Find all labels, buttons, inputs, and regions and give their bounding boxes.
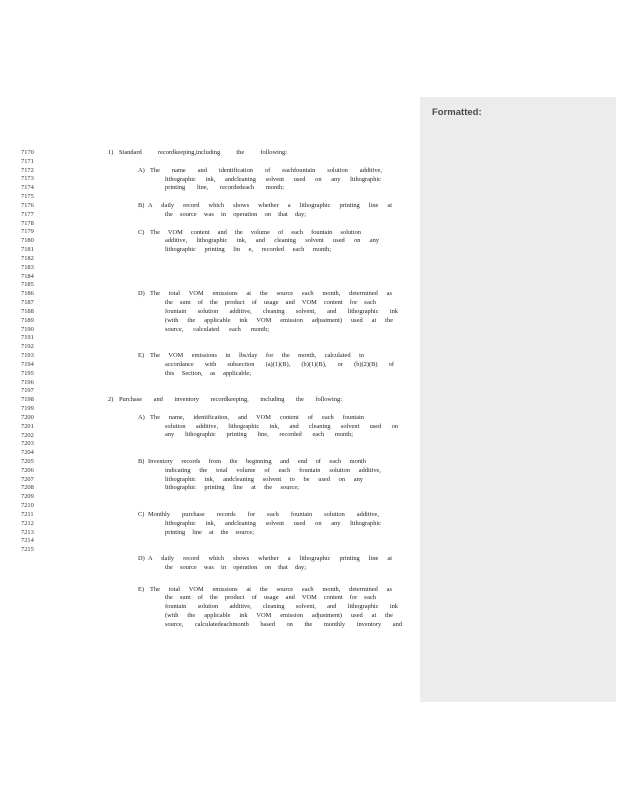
section-marker: 1) [108,149,114,156]
line-number: 7187 [21,299,34,307]
line-number: 7206 [21,466,34,474]
line-number: 7205 [21,457,34,465]
line-number: 7189 [21,316,34,324]
item-marker: D) [138,290,145,298]
line-number: 7199 [21,405,34,413]
item-line: Monthly purchase records for each fountain solution additive, [148,511,379,518]
line-number: 7190 [21,325,34,333]
item-line: the source was in operation on that day; [165,210,306,218]
comment-pane [420,97,616,702]
item-line: The name, identification, and VOM content of each fountain [150,413,364,421]
line-number: 7214 [21,537,34,545]
item-line: lithographic ink, andcleaning solvent used on any lithographic [165,175,381,183]
line-number: 7172 [21,166,34,174]
line-number: 7186 [21,290,34,298]
line-number: 7212 [21,519,34,527]
item-line: the source was in operation on that day; [165,563,306,571]
item-marker: C) [138,511,145,518]
item-line: solution additive, lithographic ink, and cleaning solvent used on [165,422,398,430]
line-number: 7207 [21,475,34,483]
item-line: any lithographic printing line, recorded each month; [165,431,353,439]
item-marker: A) [138,413,145,421]
item-marker: D) [138,555,145,563]
comment-label: Formatted: [432,107,482,118]
item-marker: E) [138,585,145,593]
item-line: lithographic ink, andcleaning solvent used on any lithographic [165,519,381,527]
line-number: 7193 [21,352,34,360]
line-number: 7194 [21,360,34,368]
line-number: 7170 [21,149,34,156]
item-line: lithographic printing line at the source; [165,484,299,492]
line-number: 7208 [21,484,34,492]
line-number: 7209 [21,493,34,501]
item-marker: B) [138,458,145,465]
item-line: The VOM content and the volume of each fountain solution [150,228,361,236]
line-number: 7183 [21,263,34,271]
item-line: A daily record which shows whether a lithographic printing line at [148,202,392,209]
item-line: this Section, as applicable; [165,369,251,377]
item-line: The name and identification of eachfountain solution additive, [150,166,382,174]
line-number: 7176 [21,201,34,209]
item-line: the sum of the product of usage and VOM content for each [165,299,376,307]
line-number: 7191 [21,334,34,342]
item-line: fountain solution additive, cleaning solvent, and lithographic ink [165,307,398,315]
line-number: 7198 [21,396,34,404]
line-number: 7215 [21,546,34,554]
item-line: printing line at the source; [165,528,254,536]
item-line: Inventory records from the beginning and end of each month [148,458,366,465]
item-line: (with the applicable ink VOM emission adjustment) used at the [165,316,393,324]
section-heading: Standard recordkeeping,including the following: [119,149,287,156]
item-line: lithographic printing lin e, recorded each month; [165,246,331,254]
line-number: 7180 [21,237,34,245]
line-number: 7175 [21,193,34,201]
line-number: 7178 [21,219,34,227]
line-number: 7210 [21,502,34,510]
line-number: 7171 [21,157,34,165]
line-number: 7204 [21,449,34,457]
line-number: 7182 [21,254,34,262]
item-line: (with the applicable ink VOM emission adjustment) used at the [165,611,393,619]
item-marker: E) [138,352,145,359]
item-marker: A) [138,166,145,174]
item-line: additive, lithographic ink, and cleaning solvent used on any [165,237,379,245]
line-number: 7203 [21,440,34,448]
item-line: The total VOM emissions at the source each month, determined as [150,585,392,593]
item-line: printing line, recordedeach month; [165,184,284,192]
item-line: source, calculated each month; [165,325,269,333]
item-line: A daily record which shows whether a lithographic printing line at [148,555,392,563]
line-number: 7192 [21,343,34,351]
item-line: accordance with subsection (a)(1)(B), (b)(1)(B), or (b)(2)(B) of [165,360,394,368]
line-number: 7200 [21,413,34,421]
section-marker: 2) [108,396,114,404]
line-number: 7211 [21,510,34,518]
item-line: lithographic ink, andcleaning solvent to be used on any [165,475,363,483]
line-number: 7184 [21,272,34,280]
line-number: 7177 [21,210,34,218]
line-number: 7201 [21,422,34,430]
line-number-column [21,149,51,555]
line-number: 7202 [21,431,34,439]
line-number: 7181 [21,246,34,254]
item-marker: C) [138,228,145,236]
line-number: 7188 [21,307,34,315]
line-number: 7173 [21,175,34,183]
line-number: 7213 [21,528,34,536]
line-number: 7179 [21,228,34,236]
item-line: The VOM emissions in lbs/day for the month, calculated in [150,352,364,359]
item-line: indicating the total volume of each fountain solution additive, [165,466,381,474]
line-number: 7195 [21,369,34,377]
item-line: source, calculatedeachmonth based on the monthly inventory and [165,620,402,628]
item-line: the sum of the product of usage and VOM content for each [165,594,376,602]
item-line: fountain solution additive, cleaning solvent, and lithographic ink [165,603,398,611]
item-marker: B) [138,202,145,209]
section-heading: Purchase and inventory recordkeeping, including the following: [119,396,342,404]
line-number: 7174 [21,184,34,192]
line-number: 7196 [21,378,34,386]
item-line: The total VOM emissions at the source each month, determined as [150,290,392,298]
line-number: 7185 [21,281,34,289]
line-number: 7197 [21,387,34,395]
